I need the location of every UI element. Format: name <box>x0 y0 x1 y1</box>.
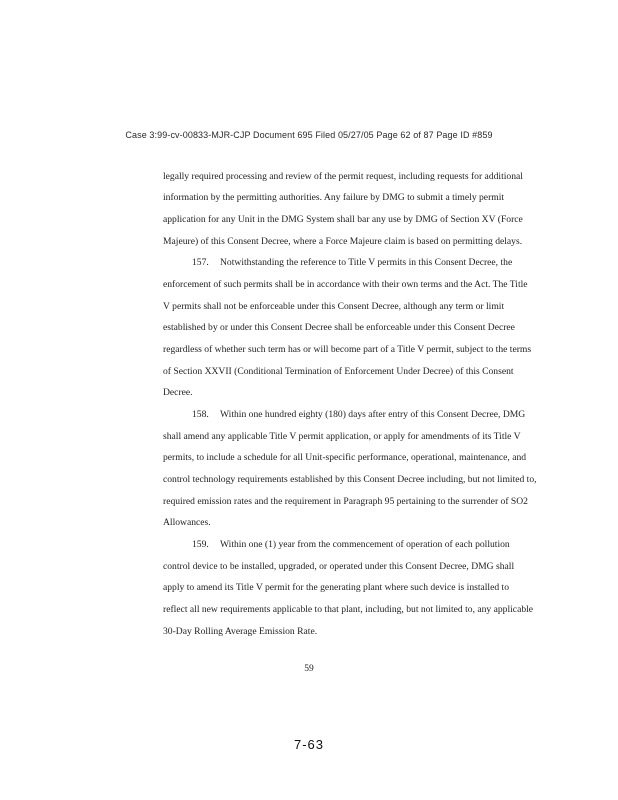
paragraph-157-first-line <box>192 257 512 269</box>
body-line: Notwithstanding the reference to Title V permits in this Consent Decree, the <box>220 257 513 268</box>
case-header: Case 3:99-cv-00833-MJR-CJP Document 695 Filed 05/27/05 Page 62 of 87 Page ID #859 <box>125 130 493 140</box>
body-line: Within one (1) year from the commencement of operation of each pollution <box>220 539 510 550</box>
paragraph-158-first-line <box>192 409 525 421</box>
body-line: application for any Unit in the DMG System shall bar any use by DMG of Section XV (Force <box>163 214 523 225</box>
body-line: reflect all new requirements applicable to that plant, including, but not limited to, any applicable <box>163 604 534 615</box>
body-line: 30-Day Rolling Average Emission Rate. <box>163 626 318 637</box>
body-line: apply to amend its Title V permit for the generating plant where such device is installed to <box>163 582 510 593</box>
body-line: permits, to include a schedule for all Unit-specific performance, operational, maintenance, and <box>163 452 527 463</box>
exhibit-number: 7-63 <box>293 737 325 752</box>
body-line: control technology requirements established by this Consent Decree including, but not limited to, <box>163 474 537 485</box>
body-line: Within one hundred eighty (180) days after entry of this Consent Decree, DMG <box>220 409 526 420</box>
body-line: information by the permitting authorities. Any failure by DMG to submit a timely permit <box>163 192 505 203</box>
body-line: control device to be installed, upgraded, or operated under this Consent Decree, DMG shall <box>163 561 515 572</box>
body-line: required emission rates and the requirement in Paragraph 95 pertaining to the surrender of SO2 <box>163 496 528 507</box>
paragraph-159-first-line <box>192 539 510 551</box>
body-line: legally required processing and review of the permit request, including requests for additional <box>163 171 523 182</box>
body-line: established by or under this Consent Decree shall be enforceable under this Consent Decree <box>163 322 515 333</box>
body-line: V permits shall not be enforceable under this Consent Decree, although any term or limit <box>163 301 505 312</box>
paragraph-number: 158. <box>192 409 209 420</box>
paragraph-number: 157. <box>192 257 209 268</box>
body-line: shall amend any applicable Title V permit application, or apply for amendments of its Title V <box>163 431 521 442</box>
page-number: 59 <box>304 664 314 674</box>
body-line: Allowances. <box>163 517 211 528</box>
body-line: Decree. <box>163 387 193 398</box>
body-line: of Section XXVII (Conditional Termination of Enforcement Under Decree) of this Consent <box>163 366 514 377</box>
body-line: enforcement of such permits shall be in accordance with their own terms and the Act. The Title <box>163 279 528 290</box>
paragraph-number: 159. <box>192 539 209 550</box>
body-line: Majeure) of this Consent Decree, where a Force Majeure claim is based on permitting delays. <box>163 236 523 247</box>
body-line: regardless of whether such term has or will become part of a Title V permit, subject to the terms <box>163 344 532 355</box>
